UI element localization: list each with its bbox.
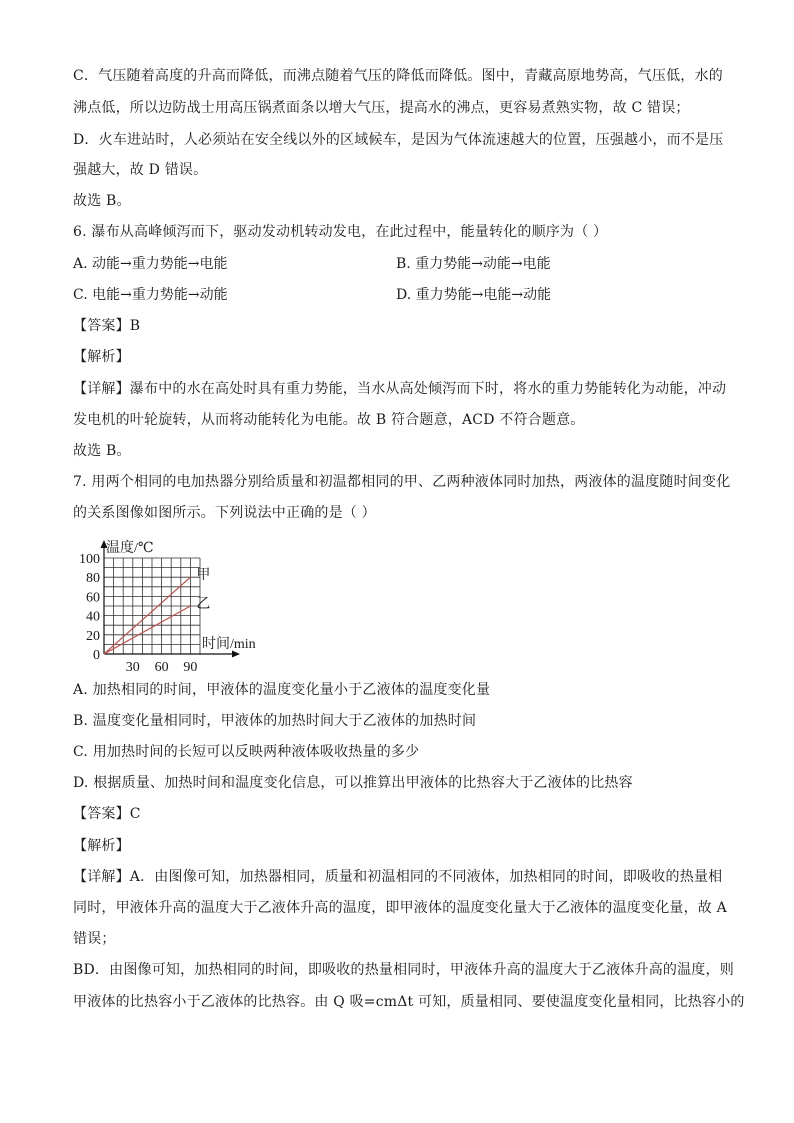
- x-axis-label: 时间/min: [202, 637, 256, 652]
- q6-detail-line: 【详解】瀑布中的水在高处时具有重力势能，当水从高处倾泻而下时，将水的重力势能转化为动能，冲动: [73, 381, 727, 397]
- q7-option-b: B. 温度变化量相同时，甲液体的加热时间大于乙液体的加热时间: [73, 713, 477, 729]
- q6-detail-line: 发电机的叶轮旋转，从而将动能转化为电能。故 B 符合题意，ACD 不符合题意。: [73, 412, 585, 428]
- chart-svg: [78, 532, 278, 677]
- y-tick-label: 20: [86, 628, 100, 644]
- y-tick-label: 60: [86, 590, 100, 606]
- q6-analysis-label: 【解析】: [73, 349, 130, 365]
- q7-option-d: D. 根据质量、加热时间和温度变化信息，可以推算出甲液体的比热容大于乙液体的比热容: [73, 775, 633, 791]
- q6-choose: 故选 B。: [73, 443, 131, 459]
- y-axis-label: 温度/℃: [106, 541, 154, 556]
- q6-option-c: C. 电能→重力势能→动能: [73, 287, 228, 303]
- q7-detail-line: 同时，甲液体升高的温度大于乙液体升高的温度，即甲液体的温度变化量大于乙液体的温度变化量，故 A: [73, 900, 727, 916]
- question-7-stem-line: 7. 用两个相同的电加热器分别给质量和初温都相同的甲、乙两种液体同时加热，两液体的温度随时间变化: [73, 474, 731, 490]
- paragraph-line: 故选 B。: [73, 193, 131, 209]
- y-tick-label: 0: [93, 648, 100, 663]
- q6-answer: 【答案】B: [73, 318, 141, 334]
- series-line: [104, 606, 190, 654]
- q7-option-c: C. 用加热时间的长短可以反映两种液体吸收热量的多少: [73, 744, 420, 760]
- q6-option-a: A. 动能→重力势能→电能: [73, 256, 228, 272]
- question-6-stem: 6. 瀑布从高峰倾泻而下，驱动发动机转动发电，在此过程中，能量转化的顺序为（ ）: [73, 224, 608, 240]
- x-tick-label: 30: [125, 660, 140, 675]
- paragraph-line: C．气压随着高度的升高而降低，而沸点随着气压的降低而降低。图中，青藏高原地势高，气压低，水的: [73, 68, 723, 84]
- series-label: 乙: [196, 597, 211, 612]
- temperature-time-chart: [78, 532, 278, 677]
- q6-option-d: D. 重力势能→电能→动能: [396, 287, 552, 303]
- y-tick-label: 80: [86, 571, 100, 587]
- question-7-stem-line: 的关系图像如图所示。下列说法中正确的是（ ）: [73, 505, 376, 521]
- q7-detail-line: 甲液体的比热容小于乙液体的比热容。由 Q 吸=cmΔt 可知，质量相同、要使温度变化量相同，比热容小的: [73, 994, 745, 1010]
- series-label: 甲: [196, 568, 211, 584]
- paragraph-line: 强越大，故 D 错误。: [73, 162, 208, 178]
- q7-detail-line: BD．由图像可知，加热相同的时间，即吸收的热量相同时，甲液体升高的温度大于乙液体升高的温度，则: [73, 962, 734, 978]
- q7-option-a: A. 加热相同的时间，甲液体的温度变化量小于乙液体的温度变化量: [73, 682, 491, 698]
- y-tick-label: 100: [79, 552, 100, 567]
- q7-detail-line: 错误；: [73, 931, 116, 947]
- q7-answer: 【答案】C: [73, 806, 141, 822]
- paragraph-line: 沸点低，所以边防战士用高压锅煮面条以增大气压，提高水的沸点，更容易煮熟实物，故 C 错误；: [73, 100, 690, 116]
- x-tick-label: 60: [154, 660, 169, 675]
- x-tick-label: 90: [183, 660, 198, 675]
- q7-analysis-label: 【解析】: [73, 838, 130, 854]
- paragraph-line: D．火车进站时，人必须站在安全线以外的区域候车，是因为气体流速越大的位置，压强越小，而不是压: [73, 132, 724, 148]
- q6-option-b: B. 重力势能→动能→电能: [396, 256, 551, 272]
- q7-detail-line: 【详解】A．由图像可知，加热器相同，质量和初温相同的不同液体，加热相同的时间，即吸收的热量相: [73, 869, 723, 885]
- y-tick-label: 40: [86, 609, 100, 625]
